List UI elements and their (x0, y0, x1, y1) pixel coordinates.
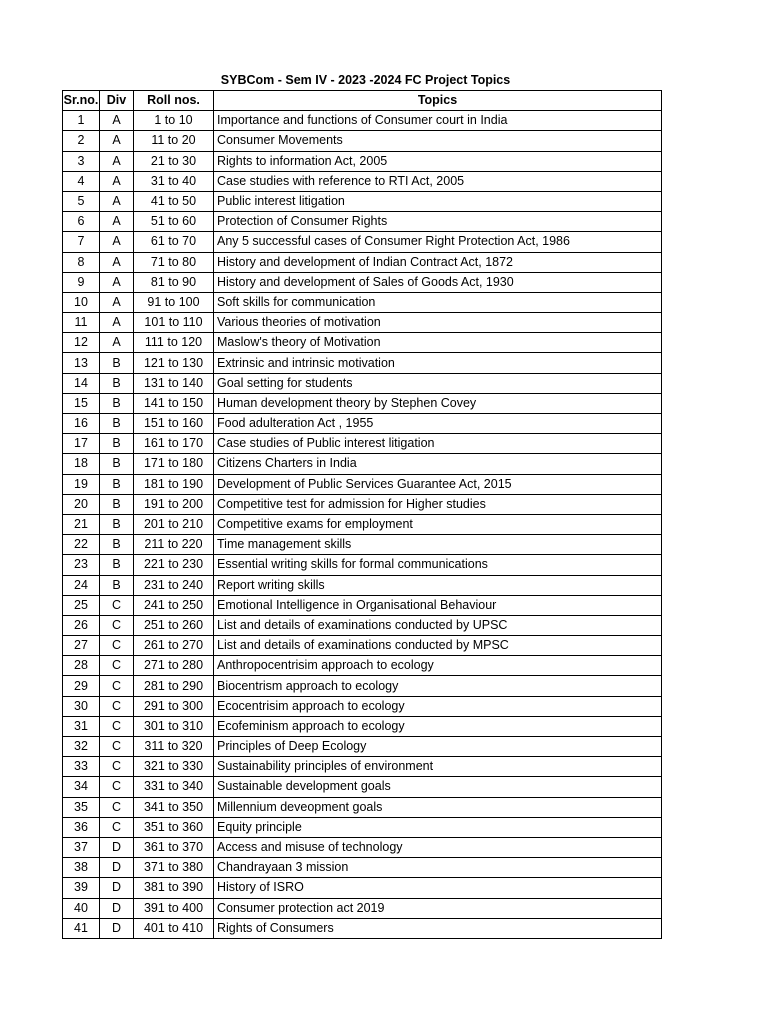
cell-roll-nos: 91 to 100 (134, 292, 214, 312)
cell-srno: 7 (63, 232, 100, 252)
table-row (63, 797, 662, 817)
header-roll-nos: Roll nos. (134, 91, 214, 111)
cell-roll-nos: 231 to 240 (134, 575, 214, 595)
cell-srno: 12 (63, 333, 100, 353)
cell-roll-nos: 191 to 200 (134, 494, 214, 514)
cell-topic: Competitive exams for employment (214, 514, 662, 534)
cell-roll-nos: 11 to 20 (134, 131, 214, 151)
table-row (63, 858, 662, 878)
cell-srno: 18 (63, 454, 100, 474)
cell-topic: Millennium deveopment goals (214, 797, 662, 817)
cell-topic: Case studies of Public interest litigation (214, 434, 662, 454)
cell-div: B (100, 434, 134, 454)
table-row (63, 353, 662, 373)
cell-srno: 40 (63, 898, 100, 918)
table-body (63, 111, 662, 939)
cell-div: C (100, 696, 134, 716)
cell-div: C (100, 757, 134, 777)
cell-div: A (100, 191, 134, 211)
cell-topic: Chandrayaan 3 mission (214, 858, 662, 878)
cell-div: B (100, 454, 134, 474)
cell-topic: Protection of Consumer Rights (214, 212, 662, 232)
cell-srno: 5 (63, 191, 100, 211)
cell-roll-nos: 221 to 230 (134, 555, 214, 575)
cell-roll-nos: 341 to 350 (134, 797, 214, 817)
cell-roll-nos: 361 to 370 (134, 837, 214, 857)
cell-srno: 38 (63, 858, 100, 878)
cell-roll-nos: 291 to 300 (134, 696, 214, 716)
cell-srno: 9 (63, 272, 100, 292)
cell-srno: 1 (63, 111, 100, 131)
cell-topic: Emotional Intelligence in Organisational Behaviour (214, 595, 662, 615)
cell-div: C (100, 676, 134, 696)
cell-topic: Citizens Charters in India (214, 454, 662, 474)
cell-div: B (100, 353, 134, 373)
table-row (63, 333, 662, 353)
cell-topic: Maslow's theory of Motivation (214, 333, 662, 353)
cell-div: C (100, 615, 134, 635)
table-row (63, 898, 662, 918)
cell-div: D (100, 858, 134, 878)
cell-roll-nos: 261 to 270 (134, 636, 214, 656)
cell-srno: 41 (63, 918, 100, 938)
cell-topic: Principles of Deep Ecology (214, 737, 662, 757)
cell-div: D (100, 898, 134, 918)
table-row (63, 414, 662, 434)
cell-div: D (100, 878, 134, 898)
table-header-row (63, 91, 662, 111)
table-row (63, 777, 662, 797)
cell-div: C (100, 797, 134, 817)
cell-roll-nos: 101 to 110 (134, 313, 214, 333)
table-row (63, 595, 662, 615)
table-row (63, 636, 662, 656)
cell-srno: 39 (63, 878, 100, 898)
header-div: Div (100, 91, 134, 111)
cell-div: A (100, 151, 134, 171)
cell-topic: Public interest litigation (214, 191, 662, 211)
cell-topic: Sustainable development goals (214, 777, 662, 797)
cell-topic: Ecofeminism approach to ecology (214, 716, 662, 736)
cell-topic: Importance and functions of Consumer court in India (214, 111, 662, 131)
table-row (63, 575, 662, 595)
cell-div: D (100, 837, 134, 857)
cell-roll-nos: 161 to 170 (134, 434, 214, 454)
cell-srno: 22 (63, 535, 100, 555)
cell-roll-nos: 71 to 80 (134, 252, 214, 272)
cell-topic: Rights to information Act, 2005 (214, 151, 662, 171)
cell-div: A (100, 232, 134, 252)
table-row (63, 474, 662, 494)
cell-div: A (100, 313, 134, 333)
header-srno: Sr.no. (63, 91, 100, 111)
cell-srno: 23 (63, 555, 100, 575)
table-row (63, 151, 662, 171)
cell-topic: History and development of Indian Contract Act, 1872 (214, 252, 662, 272)
cell-srno: 14 (63, 373, 100, 393)
cell-roll-nos: 111 to 120 (134, 333, 214, 353)
cell-div: A (100, 171, 134, 191)
cell-div: B (100, 414, 134, 434)
cell-topic: Any 5 successful cases of Consumer Right Protection Act, 1986 (214, 232, 662, 252)
table-row (63, 837, 662, 857)
table-row (63, 131, 662, 151)
table-row (63, 514, 662, 534)
cell-srno: 11 (63, 313, 100, 333)
cell-div: A (100, 252, 134, 272)
cell-topic: Anthropocentrisim approach to ecology (214, 656, 662, 676)
cell-roll-nos: 371 to 380 (134, 858, 214, 878)
cell-roll-nos: 281 to 290 (134, 676, 214, 696)
table-row (63, 393, 662, 413)
cell-topic: Case studies with reference to RTI Act, 2005 (214, 171, 662, 191)
table-row (63, 373, 662, 393)
cell-div: C (100, 636, 134, 656)
cell-topic: List and details of examinations conducted by UPSC (214, 615, 662, 635)
sheet-title: SYBCom - Sem IV - 2023 -2024 FC Project Topics (220, 73, 511, 87)
cell-roll-nos: 21 to 30 (134, 151, 214, 171)
cell-srno: 34 (63, 777, 100, 797)
cell-roll-nos: 201 to 210 (134, 514, 214, 534)
table-row (63, 555, 662, 575)
cell-div: A (100, 292, 134, 312)
cell-srno: 27 (63, 636, 100, 656)
table-row (63, 817, 662, 837)
cell-srno: 26 (63, 615, 100, 635)
table-row (63, 737, 662, 757)
cell-topic: Development of Public Services Guarantee Act, 2015 (214, 474, 662, 494)
cell-topic: Soft skills for communication (214, 292, 662, 312)
cell-div: A (100, 212, 134, 232)
cell-roll-nos: 121 to 130 (134, 353, 214, 373)
table-row (63, 191, 662, 211)
cell-topic: Rights of Consumers (214, 918, 662, 938)
header-topics: Topics (214, 91, 662, 111)
topics-table (62, 90, 662, 939)
cell-div: C (100, 716, 134, 736)
cell-roll-nos: 271 to 280 (134, 656, 214, 676)
cell-roll-nos: 351 to 360 (134, 817, 214, 837)
table-row (63, 272, 662, 292)
cell-roll-nos: 141 to 150 (134, 393, 214, 413)
cell-srno: 24 (63, 575, 100, 595)
cell-topic: Extrinsic and intrinsic motivation (214, 353, 662, 373)
cell-div: A (100, 272, 134, 292)
cell-div: A (100, 131, 134, 151)
cell-div: C (100, 777, 134, 797)
cell-roll-nos: 401 to 410 (134, 918, 214, 938)
cell-srno: 15 (63, 393, 100, 413)
table-row (63, 434, 662, 454)
cell-roll-nos: 81 to 90 (134, 272, 214, 292)
table-row (63, 878, 662, 898)
cell-roll-nos: 171 to 180 (134, 454, 214, 474)
cell-topic: Biocentrism approach to ecology (214, 676, 662, 696)
cell-srno: 4 (63, 171, 100, 191)
cell-topic: Consumer Movements (214, 131, 662, 151)
cell-srno: 17 (63, 434, 100, 454)
cell-srno: 2 (63, 131, 100, 151)
table-row (63, 696, 662, 716)
table-row (63, 454, 662, 474)
cell-topic: Consumer protection act 2019 (214, 898, 662, 918)
cell-srno: 13 (63, 353, 100, 373)
cell-roll-nos: 331 to 340 (134, 777, 214, 797)
cell-topic: Competitive test for admission for Higher studies (214, 494, 662, 514)
cell-roll-nos: 211 to 220 (134, 535, 214, 555)
cell-div: B (100, 575, 134, 595)
cell-srno: 20 (63, 494, 100, 514)
cell-srno: 8 (63, 252, 100, 272)
cell-topic: History of ISRO (214, 878, 662, 898)
table-row (63, 232, 662, 252)
cell-roll-nos: 51 to 60 (134, 212, 214, 232)
cell-srno: 10 (63, 292, 100, 312)
cell-div: B (100, 373, 134, 393)
cell-roll-nos: 391 to 400 (134, 898, 214, 918)
cell-topic: Time management skills (214, 535, 662, 555)
cell-topic: Sustainability principles of environment (214, 757, 662, 777)
cell-roll-nos: 311 to 320 (134, 737, 214, 757)
cell-topic: List and details of examinations conducted by MPSC (214, 636, 662, 656)
cell-div: C (100, 817, 134, 837)
cell-topic: Human development theory by Stephen Covey (214, 393, 662, 413)
cell-srno: 6 (63, 212, 100, 232)
table-row (63, 615, 662, 635)
cell-roll-nos: 181 to 190 (134, 474, 214, 494)
cell-srno: 19 (63, 474, 100, 494)
table-row (63, 171, 662, 191)
cell-div: B (100, 514, 134, 534)
cell-div: B (100, 535, 134, 555)
cell-topic: Essential writing skills for formal communications (214, 555, 662, 575)
cell-srno: 31 (63, 716, 100, 736)
cell-topic: History and development of Sales of Goods Act, 1930 (214, 272, 662, 292)
cell-roll-nos: 31 to 40 (134, 171, 214, 191)
cell-srno: 25 (63, 595, 100, 615)
table-row (63, 111, 662, 131)
cell-srno: 35 (63, 797, 100, 817)
table-row (63, 252, 662, 272)
cell-topic: Access and misuse of technology (214, 837, 662, 857)
cell-div: A (100, 333, 134, 353)
cell-srno: 29 (63, 676, 100, 696)
table-row (63, 535, 662, 555)
cell-srno: 28 (63, 656, 100, 676)
cell-div: C (100, 595, 134, 615)
cell-topic: Report writing skills (214, 575, 662, 595)
cell-topic: Ecocentrisim approach to ecology (214, 696, 662, 716)
table-row (63, 494, 662, 514)
table-row (63, 292, 662, 312)
cell-div: C (100, 656, 134, 676)
table-row (63, 656, 662, 676)
cell-roll-nos: 1 to 10 (134, 111, 214, 131)
cell-div: B (100, 494, 134, 514)
table-row (63, 716, 662, 736)
cell-div: A (100, 111, 134, 131)
cell-srno: 30 (63, 696, 100, 716)
cell-roll-nos: 151 to 160 (134, 414, 214, 434)
cell-roll-nos: 251 to 260 (134, 615, 214, 635)
cell-div: B (100, 393, 134, 413)
project-topics-sheet (62, 70, 661, 939)
cell-topic: Various theories of motivation (214, 313, 662, 333)
table-row (63, 212, 662, 232)
cell-srno: 36 (63, 817, 100, 837)
cell-roll-nos: 41 to 50 (134, 191, 214, 211)
cell-topic: Food adulteration Act , 1955 (214, 414, 662, 434)
table-row (63, 918, 662, 938)
cell-srno: 33 (63, 757, 100, 777)
cell-roll-nos: 321 to 330 (134, 757, 214, 777)
cell-div: B (100, 555, 134, 575)
table-row (63, 757, 662, 777)
cell-srno: 21 (63, 514, 100, 534)
table-row (63, 313, 662, 333)
cell-roll-nos: 301 to 310 (134, 716, 214, 736)
cell-srno: 16 (63, 414, 100, 434)
cell-srno: 37 (63, 837, 100, 857)
cell-srno: 3 (63, 151, 100, 171)
cell-topic: Goal setting for students (214, 373, 662, 393)
cell-roll-nos: 381 to 390 (134, 878, 214, 898)
cell-topic: Equity principle (214, 817, 662, 837)
cell-roll-nos: 241 to 250 (134, 595, 214, 615)
table-row (63, 676, 662, 696)
cell-roll-nos: 61 to 70 (134, 232, 214, 252)
cell-div: C (100, 737, 134, 757)
cell-div: B (100, 474, 134, 494)
cell-roll-nos: 131 to 140 (134, 373, 214, 393)
cell-srno: 32 (63, 737, 100, 757)
cell-div: D (100, 918, 134, 938)
